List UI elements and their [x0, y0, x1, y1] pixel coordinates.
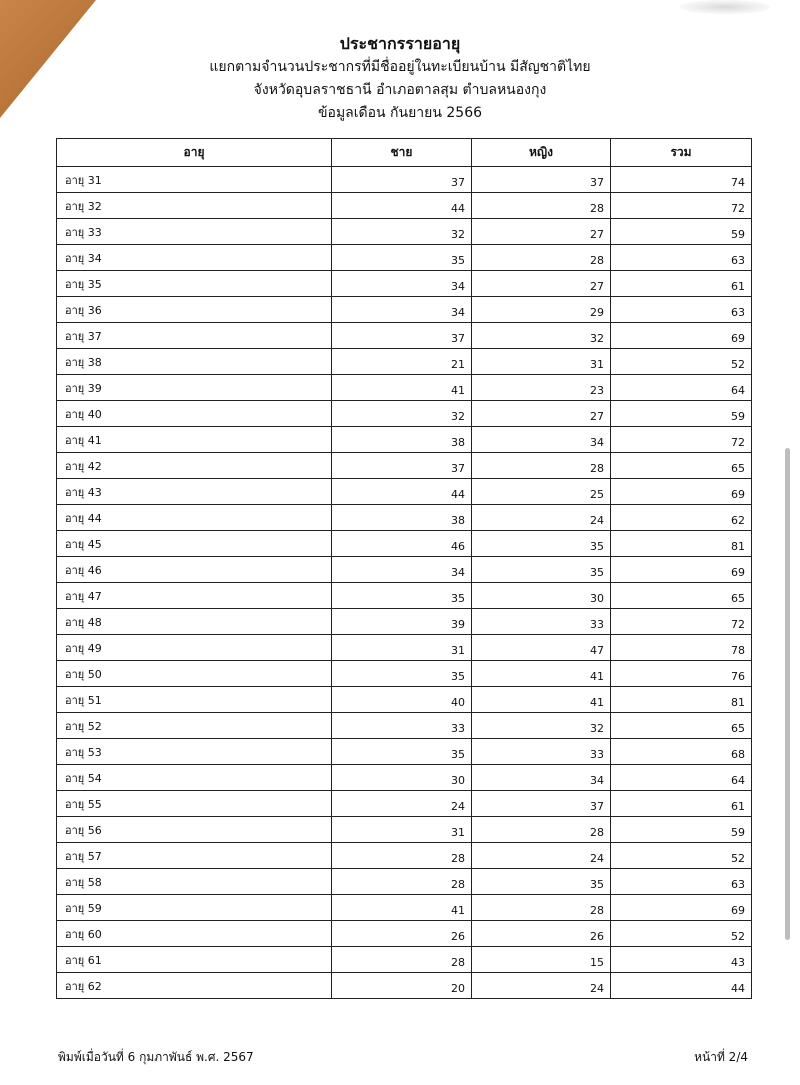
- cell-male: 24: [332, 791, 472, 817]
- table-row: [57, 869, 752, 895]
- cell-male: 28: [332, 843, 472, 869]
- table-row: [57, 427, 752, 453]
- cell-male: 32: [332, 401, 472, 427]
- cell-female: 25: [472, 479, 611, 505]
- cell-total: 43: [611, 947, 752, 973]
- cell-age: อายุ 35: [57, 271, 332, 297]
- cell-age: อายุ 52: [57, 713, 332, 739]
- table-row: [57, 973, 752, 999]
- cell-female: 32: [472, 713, 611, 739]
- cell-female: 15: [472, 947, 611, 973]
- table-row: [57, 531, 752, 557]
- cell-female: 28: [472, 817, 611, 843]
- cell-male: 30: [332, 765, 472, 791]
- cell-total: 52: [611, 921, 752, 947]
- cell-age: อายุ 62: [57, 973, 332, 999]
- cell-total: 69: [611, 479, 752, 505]
- table-body: [57, 167, 752, 999]
- table-row: [57, 271, 752, 297]
- cell-male: 38: [332, 505, 472, 531]
- cell-age: อายุ 49: [57, 635, 332, 661]
- table-row: [57, 895, 752, 921]
- page-number: หน้าที่ 2/4: [694, 1050, 748, 1064]
- column-header-female: หญิง: [472, 139, 611, 167]
- table-row: [57, 739, 752, 765]
- cell-age: อายุ 47: [57, 583, 332, 609]
- cell-male: 33: [332, 713, 472, 739]
- cell-female: 47: [472, 635, 611, 661]
- cell-total: 64: [611, 765, 752, 791]
- table-row: [57, 713, 752, 739]
- cell-male: 46: [332, 531, 472, 557]
- table-row: [57, 947, 752, 973]
- cell-age: อายุ 41: [57, 427, 332, 453]
- cell-female: 24: [472, 505, 611, 531]
- location-line: จังหวัดอุบลราชธานี อำเภอตาลสุม ตำบลหนองกุง: [253, 82, 547, 98]
- cell-age: อายุ 54: [57, 765, 332, 791]
- cell-female: 27: [472, 219, 611, 245]
- table-header-row: [57, 139, 752, 167]
- table-row: [57, 921, 752, 947]
- cell-total: 65: [611, 453, 752, 479]
- cell-female: 35: [472, 557, 611, 583]
- cell-male: 38: [332, 427, 472, 453]
- cell-female: 29: [472, 297, 611, 323]
- cell-age: อายุ 36: [57, 297, 332, 323]
- cell-male: 21: [332, 349, 472, 375]
- cell-age: อายุ 44: [57, 505, 332, 531]
- cell-total: 61: [611, 271, 752, 297]
- cell-female: 34: [472, 427, 611, 453]
- table-row: [57, 167, 752, 193]
- cell-female: 35: [472, 531, 611, 557]
- cell-total: 59: [611, 219, 752, 245]
- table-row: [57, 583, 752, 609]
- cell-age: อายุ 51: [57, 687, 332, 713]
- cell-total: 63: [611, 245, 752, 271]
- cell-total: 52: [611, 843, 752, 869]
- cell-age: อายุ 61: [57, 947, 332, 973]
- cell-age: อายุ 57: [57, 843, 332, 869]
- cell-male: 28: [332, 947, 472, 973]
- cell-female: 32: [472, 323, 611, 349]
- cell-age: อายุ 50: [57, 661, 332, 687]
- cell-total: 64: [611, 375, 752, 401]
- cell-female: 26: [472, 921, 611, 947]
- cell-female: 24: [472, 973, 611, 999]
- cell-total: 72: [611, 609, 752, 635]
- table-row: [57, 791, 752, 817]
- cell-female: 35: [472, 869, 611, 895]
- cell-total: 65: [611, 713, 752, 739]
- table-row: [57, 661, 752, 687]
- cell-total: 59: [611, 401, 752, 427]
- cell-female: 37: [472, 791, 611, 817]
- cell-total: 59: [611, 817, 752, 843]
- scan-smudge: [680, 0, 770, 14]
- data-month-line: ข้อมูลเดือน กันยายน 2566: [317, 105, 483, 121]
- cell-male: 37: [332, 323, 472, 349]
- document-title: ประชากรรายอายุ: [339, 34, 461, 53]
- cell-male: 37: [332, 167, 472, 193]
- cell-age: อายุ 56: [57, 817, 332, 843]
- cell-total: 69: [611, 895, 752, 921]
- cell-age: อายุ 55: [57, 791, 332, 817]
- cell-male: 34: [332, 557, 472, 583]
- cell-age: อายุ 39: [57, 375, 332, 401]
- cell-female: 27: [472, 401, 611, 427]
- cell-female: 28: [472, 245, 611, 271]
- cell-total: 81: [611, 531, 752, 557]
- cell-male: 34: [332, 271, 472, 297]
- table-row: [57, 843, 752, 869]
- table-row: [57, 635, 752, 661]
- cell-age: อายุ 40: [57, 401, 332, 427]
- print-date: พิมพ์เมื่อวันที่ 6 กุมภาพันธ์ พ.ศ. 2567: [58, 1050, 254, 1064]
- cell-male: 37: [332, 453, 472, 479]
- cell-age: อายุ 38: [57, 349, 332, 375]
- cell-total: 76: [611, 661, 752, 687]
- cell-age: อายุ 42: [57, 453, 332, 479]
- cell-female: 31: [472, 349, 611, 375]
- table-row: [57, 193, 752, 219]
- table-row: [57, 609, 752, 635]
- cell-male: 34: [332, 297, 472, 323]
- cell-total: 72: [611, 427, 752, 453]
- table-row: [57, 479, 752, 505]
- cell-age: อายุ 58: [57, 869, 332, 895]
- table-row: [57, 375, 752, 401]
- cell-total: 44: [611, 973, 752, 999]
- cell-age: อายุ 48: [57, 609, 332, 635]
- cell-total: 69: [611, 557, 752, 583]
- cell-female: 23: [472, 375, 611, 401]
- cell-total: 61: [611, 791, 752, 817]
- cell-male: 44: [332, 479, 472, 505]
- cell-age: อายุ 32: [57, 193, 332, 219]
- column-header-total: รวม: [611, 139, 752, 167]
- cell-total: 62: [611, 505, 752, 531]
- cell-male: 44: [332, 193, 472, 219]
- cell-total: 63: [611, 869, 752, 895]
- cell-age: อายุ 60: [57, 921, 332, 947]
- table-row: [57, 323, 752, 349]
- table-row: [57, 557, 752, 583]
- cell-total: 68: [611, 739, 752, 765]
- cell-age: อายุ 53: [57, 739, 332, 765]
- cell-male: 35: [332, 583, 472, 609]
- cell-age: อายุ 46: [57, 557, 332, 583]
- cell-total: 72: [611, 193, 752, 219]
- cell-male: 31: [332, 635, 472, 661]
- cell-age: อายุ 43: [57, 479, 332, 505]
- cell-female: 27: [472, 271, 611, 297]
- cell-male: 35: [332, 245, 472, 271]
- table-row: [57, 401, 752, 427]
- column-header-age: อายุ: [57, 139, 332, 167]
- cell-age: อายุ 37: [57, 323, 332, 349]
- cell-female: 30: [472, 583, 611, 609]
- cell-female: 28: [472, 453, 611, 479]
- subtitle-line: แยกตามจำนวนประชากรที่มีชื่ออยู่ในทะเบียนบ้าน มีสัญชาติไทย: [209, 59, 591, 75]
- cell-male: 26: [332, 921, 472, 947]
- cell-male: 41: [332, 375, 472, 401]
- cell-age: อายุ 45: [57, 531, 332, 557]
- table-row: [57, 687, 752, 713]
- population-table: [56, 138, 752, 999]
- cell-female: 24: [472, 843, 611, 869]
- table-row: [57, 219, 752, 245]
- cell-male: 31: [332, 817, 472, 843]
- table-row: [57, 817, 752, 843]
- cell-female: 37: [472, 167, 611, 193]
- cell-male: 35: [332, 739, 472, 765]
- cell-male: 28: [332, 869, 472, 895]
- cell-total: 69: [611, 323, 752, 349]
- cell-female: 41: [472, 661, 611, 687]
- table-row: [57, 297, 752, 323]
- cell-age: อายุ 33: [57, 219, 332, 245]
- cell-female: 28: [472, 895, 611, 921]
- cell-male: 41: [332, 895, 472, 921]
- cell-female: 33: [472, 609, 611, 635]
- cell-female: 28: [472, 193, 611, 219]
- cell-total: 74: [611, 167, 752, 193]
- cell-male: 35: [332, 661, 472, 687]
- cell-total: 78: [611, 635, 752, 661]
- cell-age: อายุ 59: [57, 895, 332, 921]
- cell-age: อายุ 31: [57, 167, 332, 193]
- scrollbar[interactable]: [785, 448, 790, 940]
- table-row: [57, 765, 752, 791]
- cell-female: 33: [472, 739, 611, 765]
- document-header: [0, 32, 800, 125]
- table-row: [57, 349, 752, 375]
- table-row: [57, 245, 752, 271]
- cell-female: 41: [472, 687, 611, 713]
- cell-male: 39: [332, 609, 472, 635]
- cell-male: 40: [332, 687, 472, 713]
- cell-total: 63: [611, 297, 752, 323]
- cell-age: อายุ 34: [57, 245, 332, 271]
- table-row: [57, 505, 752, 531]
- cell-male: 20: [332, 973, 472, 999]
- cell-total: 52: [611, 349, 752, 375]
- cell-male: 32: [332, 219, 472, 245]
- cell-female: 34: [472, 765, 611, 791]
- column-header-male: ชาย: [332, 139, 472, 167]
- table-row: [57, 453, 752, 479]
- cell-total: 81: [611, 687, 752, 713]
- cell-total: 65: [611, 583, 752, 609]
